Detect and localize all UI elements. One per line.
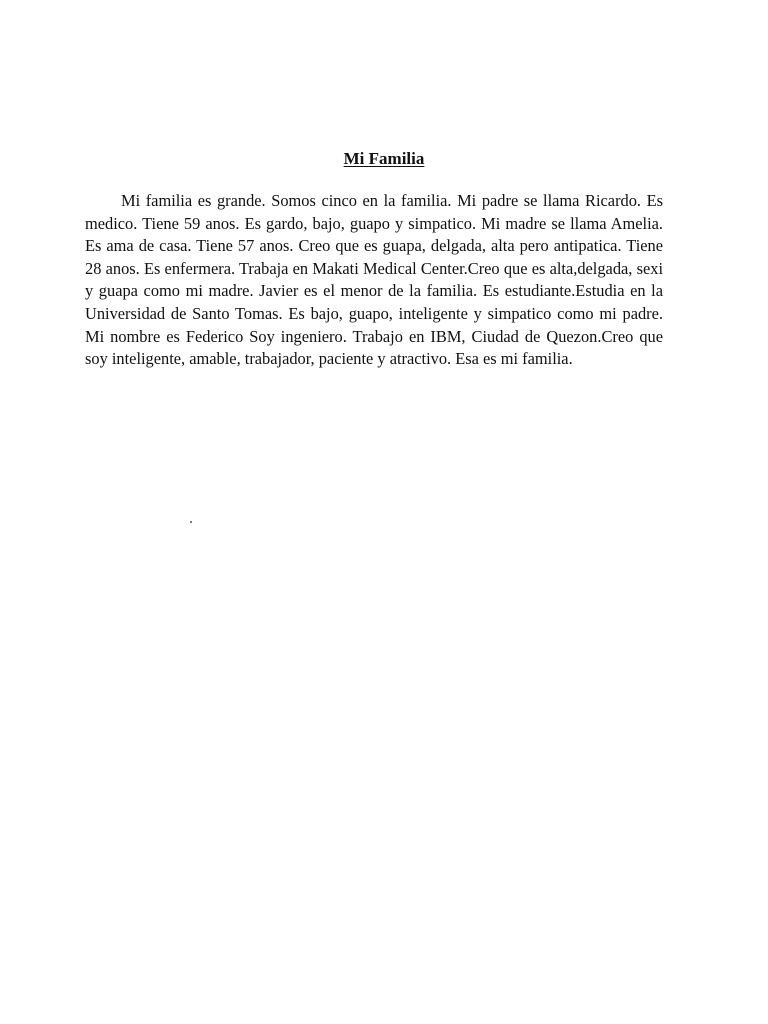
document-paragraph: Mi familia es grande. Somos cinco en la familia. Mi padre se llama Ricardo. Es medico. Tiene 59 anos. Es gardo, bajo, guapo y simpatico. Mi madre se llama Amelia. Es ama de casa. Tiene 57 anos. Creo que es guapa, delgada, alta pero antipatica. Tiene 28 anos. Es enfermera. Trabaja en Makati Medical Center.Creo que es alta,delgada, sexi y guapa como mi madre. Javier es el menor de la familia. Es estudiante.Estudia en la Universidad de Santo Tomas. Es bajo, guapo, inteligente y simpatico como mi padre. Mi nombre es Federico Soy ingeniero. Trabajo en IBM, Ciudad de Quezon.Creo que soy inteligente, amable, trabajador, paciente y atractivo. Esa es mi familia. [85, 191, 663, 369]
document-title: Mi Familia [343, 149, 425, 168]
scan-speck [190, 521, 192, 523]
